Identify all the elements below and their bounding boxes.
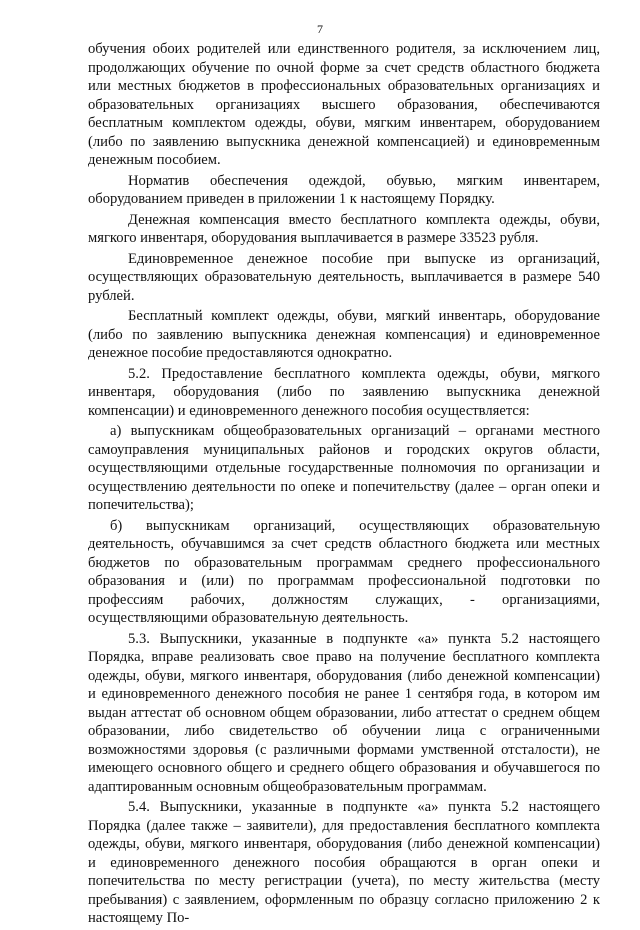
paragraph-compensation: Денежная компенсация вместо бесплатного комплекта одежды, обуви, мягкого инвентаря, оборудования выплачивается в размере 33523 рубля. [88,211,600,246]
paragraph-5-2-a: а) выпускникам общеобразовательных организаций – органами местного самоуправления муниципальных районов и городских округов области, осуществляющими отдельные государственные полномочия по организации и осуществлению деятельности по опеке и попечительству (далее – орган опеки и попечительства); [88,423,600,513]
paragraph-allowance: Единовременное денежное пособие при выпуске из организаций, осуществляющих образовательную деятельность, выплачивается в размере 540 рублей. [88,250,600,304]
paragraph-5-2: 5.2. Предоставление бесплатного комплекта одежды, обуви, мягкого инвентаря, оборудования (либо по заявлению выпускника денежной компенсации) и единовременного денежного пособия осуществляется: [88,365,600,419]
paragraph-5-4: 5.4. Выпускники, указанные в подпункте «а» пункта 5.2 настоящего Порядка (далее также – заявители), для предоставления бесплатного комплекта одежды, обуви, мягкого инвентаря, оборудования (либо денежной компенсации) и единовременного денежного пособия обращаются в орган опеки и попечительства по месту регистрации (учета), по месту жительства (месту пребывания) с заявлением, оформленным по образцу согласно приложению 2 к настоящему По- [88,799,600,926]
paragraph-norm: Норматив обеспечения одеждой, обувью, мягким инвентарем, оборудованием приведен в приложении 1 к настоящему Порядку. [88,172,600,207]
paragraph-one-time: Бесплатный комплект одежды, обуви, мягкий инвентарь, оборудование (либо по заявлению выпускника денежная компенсация) и единовременное денежное пособие предоставляются однократно. [88,308,600,361]
page-number: 7 [317,22,323,36]
paragraph-continuation: обучения обоих родителей или единственного родителя, за исключением лиц, продолжающих обучение по очной форме за счет средств областного бюджета или местных бюджетов в профессиональных образовательных организациях и образовательных организациях высшего образования, обеспечиваются бесплатным комплектом одежды, обуви, мягким инвентарем, оборудованием (либо по заявлению выпускника денежной компенсацией) и единовременным денежным пособием. [88,41,600,168]
paragraph-5-3: 5.3. Выпускники, указанные в подпункте «а» пункта 5.2 настоящего Порядка, вправе реализовать свое право на получение бесплатного комплекта одежды, обуви, мягкого инвентаря, оборудования (либо денежной компенсации) и единовременного денежного пособия не ранее 1 сентября года, в котором им выдан аттестат об основном общем образовании, либо аттестат о среднем общем образовании, либо свидетельство об обучении лица с ограниченными возможностями здоровья (с различными формами умственной отсталости), не имеющего основного общего и среднего общего образования и обучавшегося по адаптированным основным общеобразовательным программам. [88,630,600,795]
paragraph-5-2-b: б) выпускникам организаций, осуществляющих образовательную деятельность, обучавшимся за счет средств областного бюджета или местных бюджетов по образовательным программам среднего профессионального образования и (или) по программам профессиональной подготовки по профессиям рабочих, должностям служащих, - организациями, осуществляющими образовательную деятельность. [88,517,600,626]
document-body [88,40,600,930]
